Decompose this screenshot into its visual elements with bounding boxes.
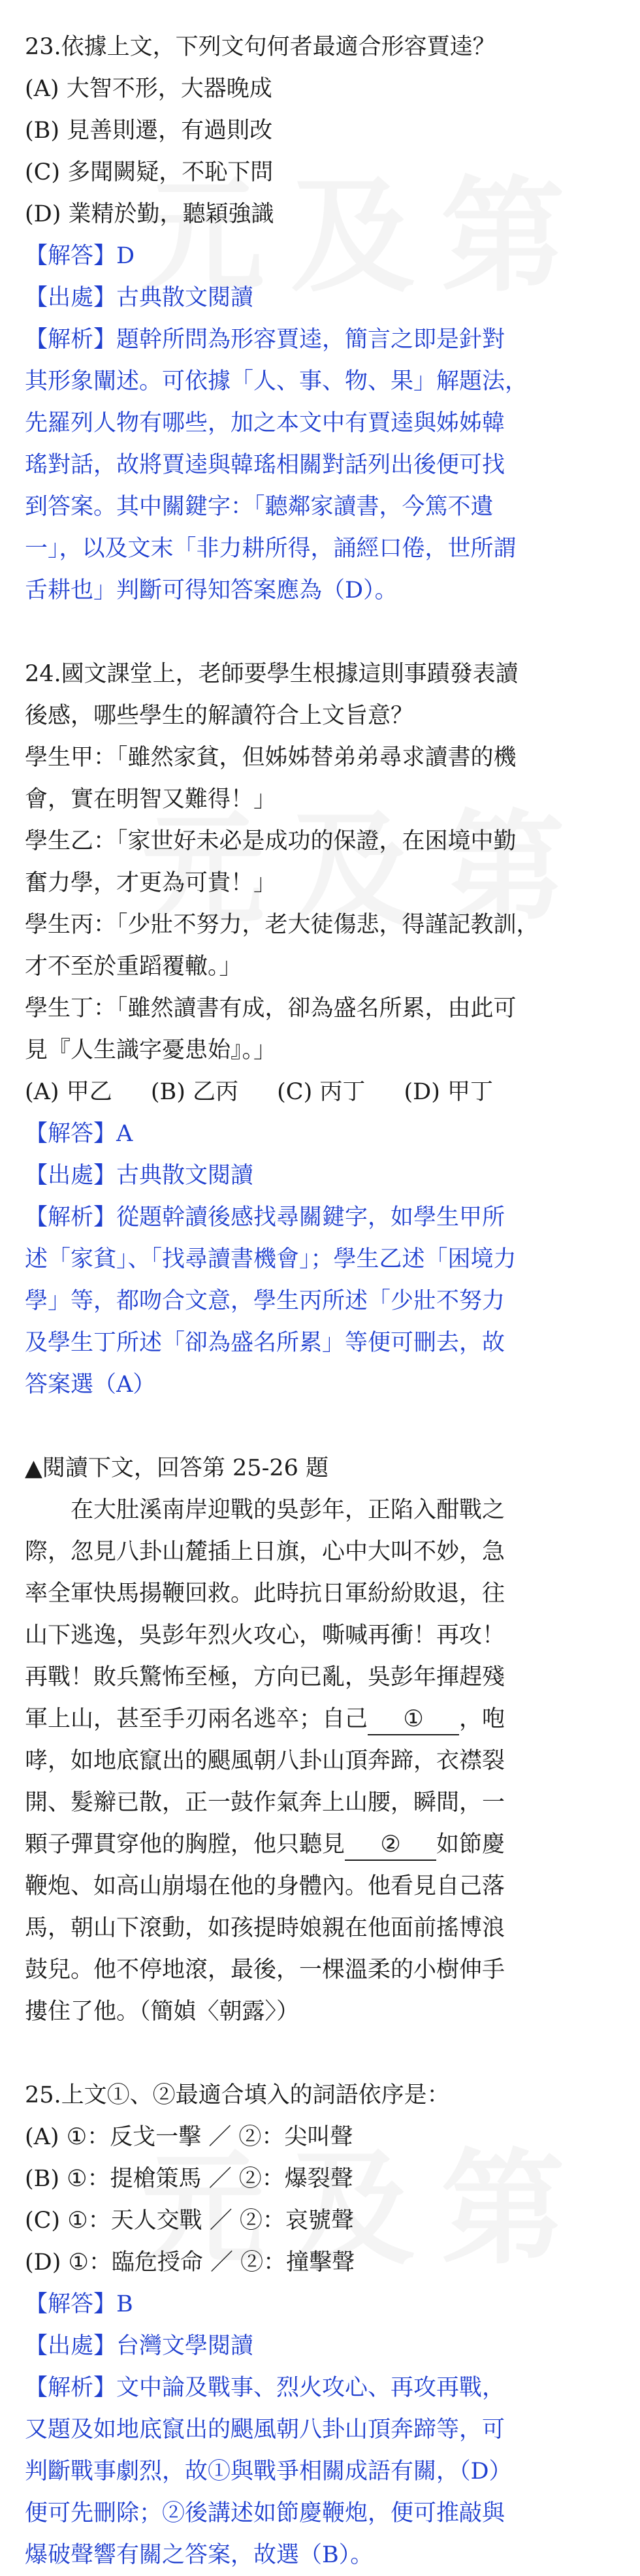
option-d: (D) ①：臨危授命 ／ ②：撞擊聲	[25, 2249, 355, 2276]
explanation-line: 【解析】從題幹讀後感找尋關鍵字，如學生甲所	[25, 1204, 505, 1231]
passage-text: ，咆	[459, 1706, 505, 1732]
explanation-line: 學」等，都吻合文意，學生丙所述「少壯不努力	[25, 1288, 505, 1314]
explanation-line: 一」，以及文末「非力耕所得，誦經口倦，世所謂	[25, 536, 517, 562]
answer-line: 【解答】D	[25, 243, 135, 269]
student-response: 奮力學，才更為可貴！」	[25, 870, 277, 896]
explanation-line: 舌耕也」判斷可得知答案應為（D）。	[25, 577, 398, 604]
explanation-line: 判斷戰事劇烈，故①與戰爭相關成語有關，（D）	[25, 2458, 512, 2485]
reading-passage	[25, 1447, 616, 2033]
document-body	[25, 26, 616, 2576]
question-stem: 25.上文①、②最適合填入的詞語依序是：	[25, 2082, 450, 2108]
student-response: 見『人生識字憂患始』。」	[25, 1037, 277, 1063]
option-d: (D) 業精於勤，聽穎強識	[25, 201, 274, 227]
question-23	[25, 26, 616, 611]
explanation-line: 【解析】題幹所問為形容賈逵，簡言之即是針對	[25, 327, 505, 353]
passage-text: 顆子彈貫穿他的胸膛，他只聽見	[25, 1831, 345, 1858]
passage-line: 鞭炮、如高山崩塌在他的身體內。他看見自己落	[25, 1873, 505, 1899]
explanation-line: 到答案。其中關鍵字：「聽鄰家讀書，今篤不遺	[25, 494, 494, 520]
explanation-line: 爆破聲響有關之答案，故選（B）。	[25, 2542, 374, 2568]
explanation-line: 述「家貧」、「找尋讀書機會」；學生乙述「困境力	[25, 1246, 517, 1272]
passage-line: 率全軍快馬揚鞭回救。此時抗日軍紛紛敗退，往	[25, 1581, 505, 1607]
explanation-line: 又題及如地底竄出的颶風朝八卦山頂奔蹄等，可	[25, 2417, 505, 2443]
blank-1: ①	[368, 1704, 459, 1735]
option-c: (C) ①：天人交戰 ／ ②：哀號聲	[25, 2208, 354, 2234]
option-c: (C) 丙丁	[277, 1079, 366, 1105]
passage-line	[25, 1698, 616, 1740]
question-24	[25, 653, 616, 1406]
option-b: (B) ①：提槍策馬 ／ ②：爆裂聲	[25, 2166, 353, 2192]
student-response: 學生甲：「雖然家貧，但姊姊替弟弟尋求讀書的機	[25, 745, 517, 771]
question-stem: 24.國文課堂上，老師要學生根據這則事蹟發表讀	[25, 661, 519, 687]
explanation-line: 【解析】文中論及戰事、烈火攻心、再攻再戰，	[25, 2375, 505, 2401]
option-d: (D) 甲丁	[404, 1079, 494, 1105]
option-b: (B) 見善則遷，有過則改	[25, 118, 273, 144]
passage-line: 再戰！敗兵驚怖至極，方向已亂，吳彭年揮趕殘	[25, 1664, 505, 1690]
option-a: (A) ①：反戈一擊 ／ ②：尖叫聲	[25, 2124, 353, 2150]
blank-2: ②	[345, 1829, 436, 1861]
passage-text: 如節慶	[436, 1831, 505, 1858]
passage-line: 在大肚溪南岸迎戰的吳彭年，正陷入酣戰之	[71, 1497, 505, 1523]
student-response: 會，實在明智又難得！」	[25, 786, 277, 813]
passage-line: 馬，朝山下滾動，如孩提時娘親在他面前搖博浪	[25, 1915, 505, 1941]
passage-line: 山下逃逸，吳彭年烈火攻心，嘶喊再衝！再攻！	[25, 1622, 505, 1649]
passage-line: 鼓兒。他不停地滾，最後，一棵溫柔的小樹伸手	[25, 1957, 505, 1983]
passage-text: 軍上山，甚至手刃兩名逃卒；自己	[25, 1706, 368, 1732]
explanation-line: 答案選（A）	[25, 1372, 156, 1398]
explanation-line: 瑤對話，故將賈逵與韓瑤相關對話列出後便可找	[25, 452, 505, 478]
passage-line	[25, 1824, 616, 1865]
student-response: 學生乙：「家世好未必是成功的保證，在困境中勤	[25, 828, 517, 854]
source-line: 【出處】古典散文閱讀	[25, 285, 254, 311]
answer-line: 【解答】A	[25, 1121, 133, 1147]
student-response: 學生丙：「少壯不努力，老大徒傷悲，得謹記教訓，	[25, 912, 539, 938]
question-25	[25, 2074, 616, 2576]
answer-line: 【解答】B	[25, 2291, 133, 2317]
student-response: 學生丁：「雖然讀書有成，卻為盛名所累，由此可	[25, 995, 517, 1022]
explanation-line: 其形象闡述。可依據「人、事、物、果」解題法，	[25, 368, 528, 394]
passage-line: 哮，如地底竄出的颶風朝八卦山頂奔蹄，衣襟裂	[25, 1748, 505, 1774]
passage-heading: ▲閱讀下文，回答第 25-26 題	[25, 1455, 329, 1481]
passage-line: 開、髮辮已散，正一鼓作氣奔上山腰，瞬間，一	[25, 1790, 505, 1816]
student-response: 才不至於重蹈覆轍。」	[25, 954, 242, 980]
explanation-line: 便可先刪除；②後講述如節慶鞭炮，便可推敲與	[25, 2500, 505, 2526]
option-a: (A) 大智不形，大器晚成	[25, 76, 272, 102]
source-line: 【出處】古典散文閱讀	[25, 1163, 254, 1189]
option-a: (A) 甲乙	[25, 1079, 112, 1105]
question-stem: 23.依據上文，下列文句何者最適合形容賈逵？	[25, 34, 496, 60]
explanation-line: 先羅列人物有哪些，加之本文中有賈逵與姊姊韓	[25, 410, 505, 436]
option-c: (C) 多聞闕疑，不恥下問	[25, 159, 274, 185]
option-b: (B) 乙丙	[150, 1079, 239, 1105]
passage-line: 際，忽見八卦山麓插上日旗，心中大叫不妙，急	[25, 1539, 505, 1565]
question-stem: 後感，哪些學生的解讀符合上文旨意？	[25, 703, 414, 729]
source-line: 【出處】台灣文學閱讀	[25, 2333, 254, 2359]
passage-line: 摟住了他。（簡媜〈朝露〉）	[25, 1999, 300, 2025]
options-row	[25, 1071, 616, 1113]
explanation-line: 及學生丁所述「卻為盛名所累」等便可刪去，故	[25, 1330, 505, 1356]
